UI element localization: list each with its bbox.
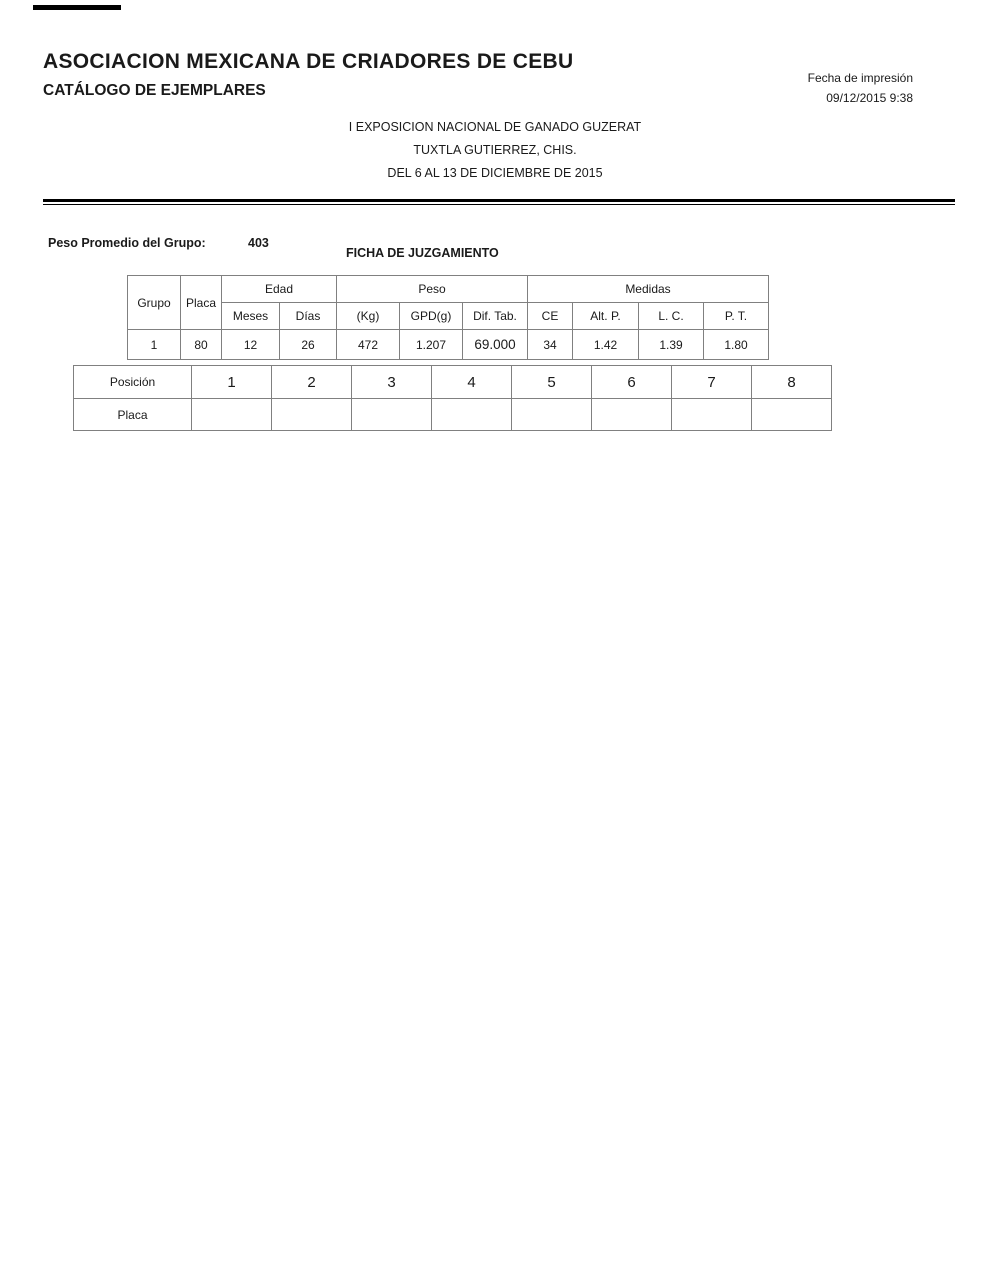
position-cell: 6 [592, 366, 672, 399]
header-group-edad: Edad [222, 276, 337, 303]
header-dif-tab: Dif. Tab. [463, 303, 528, 330]
placa-cell [592, 399, 672, 431]
position-row [74, 366, 832, 399]
position-cell: 5 [512, 366, 592, 399]
group-avg-weight-value: 403 [248, 236, 269, 250]
header-l-c: L. C. [639, 303, 704, 330]
header-gpd: GPD(g) [400, 303, 463, 330]
position-cell: 3 [352, 366, 432, 399]
top-corner-bar [33, 5, 121, 10]
position-row-label: Posición [74, 366, 192, 399]
page-subtitle: CATÁLOGO DE EJEMPLARES [43, 82, 266, 99]
placa-cell [352, 399, 432, 431]
divider-rule-thin [43, 204, 955, 205]
cell-l-c: 1.39 [639, 330, 704, 360]
placa-cell [432, 399, 512, 431]
group-avg-weight-label: Peso Promedio del Grupo: [48, 236, 206, 250]
header-kg: (Kg) [337, 303, 400, 330]
placa-cell [192, 399, 272, 431]
cell-meses: 12 [222, 330, 280, 360]
header-grupo: Grupo [128, 276, 181, 330]
judging-table [127, 275, 769, 360]
position-cell: 2 [272, 366, 352, 399]
cell-grupo: 1 [128, 330, 181, 360]
cell-dif-tab: 69.000 [463, 330, 528, 360]
cell-ce: 34 [528, 330, 573, 360]
placa-cell [512, 399, 592, 431]
placa-cell [272, 399, 352, 431]
header-alt-p: Alt. P. [573, 303, 639, 330]
header-dias: Días [280, 303, 337, 330]
header-group-peso: Peso [337, 276, 528, 303]
page-title: ASOCIACION MEXICANA DE CRIADORES DE CEBU [43, 50, 574, 73]
table-header-row-groups [128, 276, 769, 303]
judging-sheet-title: FICHA DE JUZGAMIENTO [346, 246, 499, 260]
header-ce: CE [528, 303, 573, 330]
event-title: I EXPOSICION NACIONAL DE GANADO GUZERAT [348, 120, 642, 134]
placa-row [74, 399, 832, 431]
position-cell: 4 [432, 366, 512, 399]
print-date-label: Fecha de impresión [807, 71, 913, 85]
position-cell: 7 [672, 366, 752, 399]
position-table [73, 365, 832, 431]
header-p-t: P. T. [704, 303, 769, 330]
placa-cell [752, 399, 832, 431]
header-group-medidas: Medidas [528, 276, 769, 303]
event-dates: DEL 6 AL 13 DE DICIEMBRE DE 2015 [387, 166, 603, 180]
event-location: TUXTLA GUTIERREZ, CHIS. [413, 143, 577, 157]
cell-dias: 26 [280, 330, 337, 360]
print-date-value: 09/12/2015 9:38 [826, 91, 913, 105]
cell-gpd: 1.207 [400, 330, 463, 360]
print-info [808, 68, 913, 108]
header-placa: Placa [181, 276, 222, 330]
event-header [0, 116, 990, 185]
position-cell: 1 [192, 366, 272, 399]
placa-row-label: Placa [74, 399, 192, 431]
table-header-row-subcolumns [128, 303, 769, 330]
divider-rule-thick [43, 199, 955, 202]
cell-p-t: 1.80 [704, 330, 769, 360]
table-data-row [128, 330, 769, 360]
placa-cell [672, 399, 752, 431]
position-cell: 8 [752, 366, 832, 399]
cell-kg: 472 [337, 330, 400, 360]
header-meses: Meses [222, 303, 280, 330]
cell-alt-p: 1.42 [573, 330, 639, 360]
cell-placa: 80 [181, 330, 222, 360]
